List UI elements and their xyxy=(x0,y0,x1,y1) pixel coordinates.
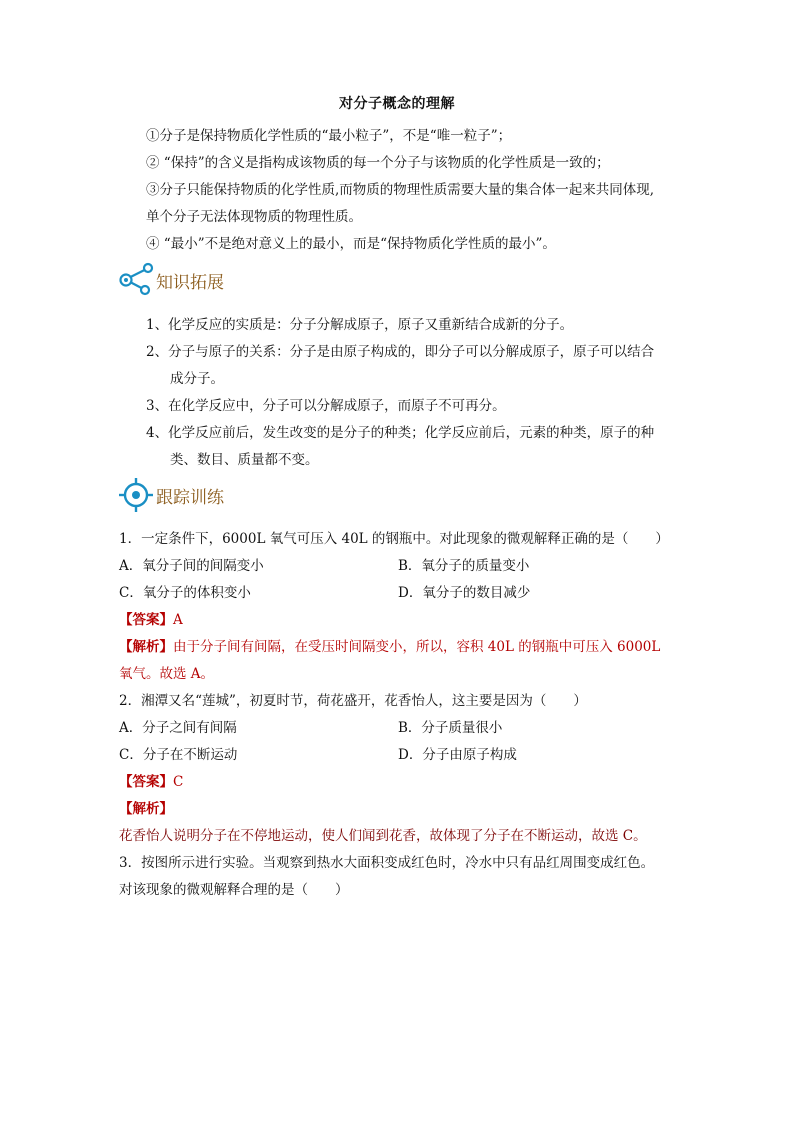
q1-answer-tag: 【答案】 xyxy=(119,612,173,628)
section-follow-up-practice-title: 跟踪训练 xyxy=(156,487,224,508)
q2-option-c: C．分子在不断运动 xyxy=(119,747,238,763)
q1-analysis-text: 由于分子间有间隔，在受压时间隔变小，所以，容积 40L 的钢瓶中可压入 6000L xyxy=(173,639,661,655)
point-1: ①分子是保持物质化学性质的“最小粒子”，不是“唯一粒子”； xyxy=(146,128,512,144)
q1-analysis-continued: 氧气。故选 A。 xyxy=(119,666,215,682)
q2-option-a: A．分子之间有间隔 xyxy=(119,720,237,736)
crosshair-target-icon xyxy=(118,477,154,513)
page-title: 对分子概念的理解 xyxy=(339,96,455,112)
point-3: ③分子只能保持物质的化学性质,而物质的物理性质需要大量的集合体一起来共同体现, xyxy=(146,182,655,198)
knowledge-item-2: 2、分子与原子的关系：分子是由原子构成的，即分子可以分解成原子，原子可以结合 xyxy=(146,344,655,360)
knowledge-item-2-continued: 成分子。 xyxy=(170,371,224,387)
q2-option-b: B．分子质量很小 xyxy=(398,720,503,736)
knowledge-item-4: 4、化学反应前后，发生改变的是分子的种类；化学反应前后，元素的种类，原子的种 xyxy=(146,425,655,441)
q1-option-c: C．氧分子的体积变小 xyxy=(119,585,251,601)
q3-stem: 3．按图所示进行实验。当观察到热水大面积变成红色时，冷水中只有品红周围变成红色。 xyxy=(119,855,655,871)
q2-analysis-text: 花香怡人说明分子在不停地运动，使人们闻到花香，故体现了分子在不断运动，故选 C。 xyxy=(119,828,647,844)
q1-option-b: B．氧分子的质量变小 xyxy=(398,558,530,574)
q1-stem: 1．一定条件下，6000L 氧气可压入 40L 的钢瓶中。对此现象的微观解释正确的是（ ） xyxy=(119,531,669,547)
share-nodes-icon xyxy=(118,262,154,298)
point-2: ② “保持”的含义是指构成该物质的每一个分子与该物质的化学性质是一致的； xyxy=(146,155,610,171)
q2-answer-value: C xyxy=(173,774,184,790)
q1-analysis xyxy=(119,638,660,656)
q1-answer-value: A xyxy=(173,612,183,628)
q2-answer-tag: 【答案】 xyxy=(119,774,173,790)
q1-analysis-tag: 【解析】 xyxy=(119,639,173,655)
q1-answer xyxy=(119,611,183,629)
q2-analysis-tag: 【解析】 xyxy=(119,801,173,817)
knowledge-item-3: 3、在化学反应中，分子可以分解成原子，而原子不可再分。 xyxy=(146,398,506,414)
point-4: ④ “最小”不是绝对意义上的最小，而是“保持物质化学性质的最小”。 xyxy=(146,236,556,252)
point-3-continued: 单个分子无法体现物质的物理性质。 xyxy=(146,209,362,225)
knowledge-item-4-continued: 类、数目、质量都不变。 xyxy=(170,452,319,468)
section-knowledge-extension-title: 知识拓展 xyxy=(156,272,224,293)
section-follow-up-practice xyxy=(118,477,224,513)
q2-option-d: D．分子由原子构成 xyxy=(398,747,517,763)
q3-stem-continued: 对该现象的微观解释合理的是（ ） xyxy=(119,882,349,898)
q2-answer xyxy=(119,773,183,791)
q1-option-a: A．氧分子间的间隔变小 xyxy=(119,558,264,574)
q2-stem: 2．湘潭又名“莲城”，初夏时节，荷花盛开，花香怡人，这主要是因为（ ） xyxy=(119,693,587,709)
knowledge-item-1: 1、化学反应的实质是：分子分解成原子，原子又重新结合成新的分子。 xyxy=(146,317,574,333)
section-knowledge-extension xyxy=(118,262,224,298)
q1-option-d: D．氧分子的数目减少 xyxy=(398,585,531,601)
